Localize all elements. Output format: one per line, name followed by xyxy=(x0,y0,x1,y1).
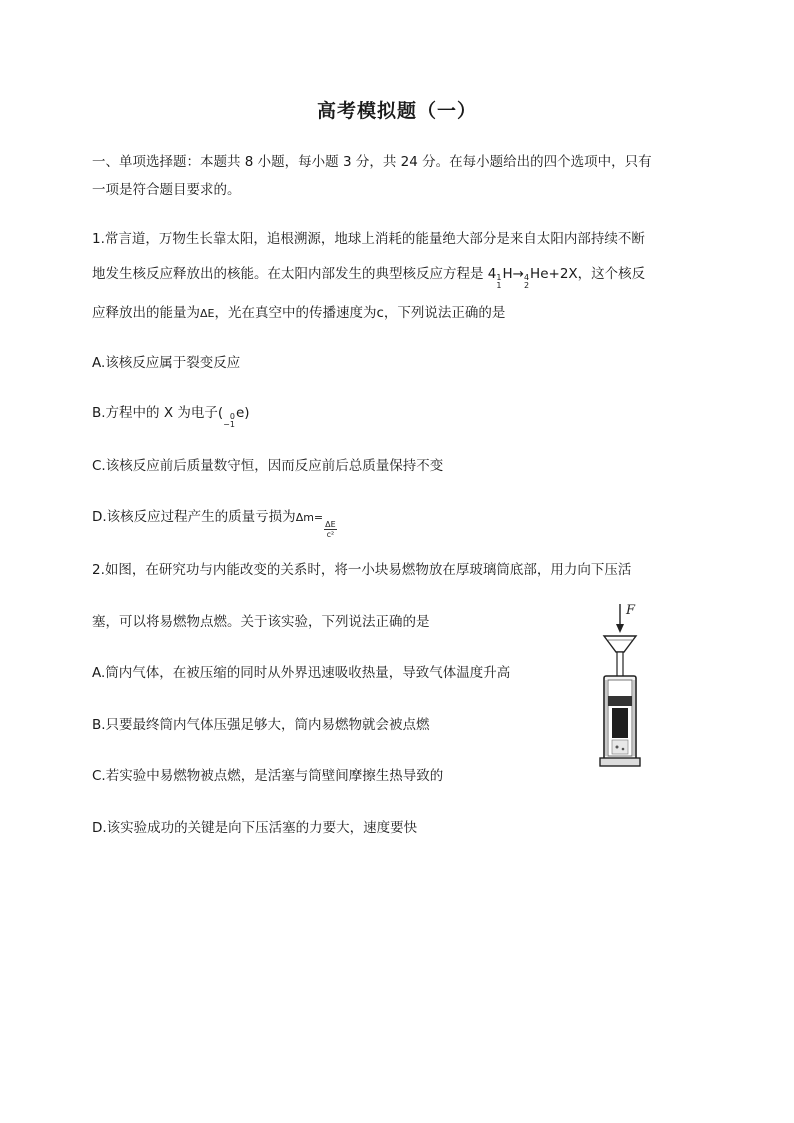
q1-stem-line-3-pre: 应释放出的能量为 xyxy=(92,305,200,321)
helium-mass-number: 4 xyxy=(523,273,530,282)
q2-option-d: D.该实验成功的关键是向下压活塞的力要大，速度要快 xyxy=(92,820,418,836)
q2-option-a: A.筒内气体，在被压缩的同时从外界迅速吸收热量，导致气体温度升高 xyxy=(92,665,511,681)
reaction-tail: +2X xyxy=(548,266,578,282)
q1-option-b xyxy=(92,401,250,429)
force-label: F xyxy=(626,603,636,618)
flammable-material xyxy=(612,740,628,754)
reaction-arrow: → xyxy=(512,266,524,282)
q2-stem-line-1: 2.如图，在研究功与内能改变的关系时，将一小块易燃物放在厚玻璃筒底部，用力向下压活 xyxy=(92,562,632,578)
q1-option-d xyxy=(92,505,337,539)
helium-symbol: He xyxy=(530,266,549,282)
q1-option-b-close: ) xyxy=(244,405,250,421)
hydrogen-symbol: H xyxy=(502,266,513,282)
piston-handle xyxy=(604,636,636,652)
mass-defect-symbol: Δm= xyxy=(295,511,324,524)
glass-cylinder-figure xyxy=(590,600,650,770)
q1-option-d-text: D.该核反应过程产生的质量亏损为 xyxy=(92,509,296,525)
fraction-numerator: ΔE xyxy=(325,520,336,529)
section-instruction-line-1: 一、单项选择题：本题共 8 小题，每小题 3 分，共 24 分。在每小题给出的四个选项中，只有 xyxy=(92,154,652,170)
q1-option-a: A.该核反应属于裂变反应 xyxy=(92,355,241,371)
energy-over-c-squared xyxy=(324,520,337,539)
q2-option-c: C.若实验中易燃物被点燃，是活塞与筒壁间摩擦生热导致的 xyxy=(92,768,444,784)
page-title: 高考模拟题（一） xyxy=(316,100,477,122)
hydrogen-mass-number: 1 xyxy=(496,273,502,282)
q1-stem-line-1: 1.常言道，万物生长靠太阳，追根溯源，地球上消耗的能量绝大部分是来自太阳内部持续不断 xyxy=(92,231,645,247)
hydrogen-nuclide xyxy=(496,266,512,290)
electron-nuclide xyxy=(223,405,244,429)
q1-stem-text: 地发生核反应释放出的核能。在太阳内部发生的典型核反应方程是 4 xyxy=(92,266,497,282)
compressed-gas-region xyxy=(612,708,628,738)
electron-symbol: e xyxy=(235,405,245,421)
electron-mass-number: 0 xyxy=(229,412,235,421)
helium-nuclide xyxy=(524,266,549,290)
q2-stem-line-2: 塞，可以将易燃物点燃。关于该实验，下列说法正确的是 xyxy=(92,614,430,630)
cylinder-base xyxy=(600,758,640,766)
q1-stem-line-3 xyxy=(92,301,505,321)
q1-stem-line-3-post: ，光在真空中的传播速度为c，下列说法正确的是 xyxy=(214,305,506,321)
hydrogen-charge-number: 1 xyxy=(496,281,502,290)
q1-option-c: C.该核反应前后质量数守恒，因而反应前后总质量保持不变 xyxy=(92,458,444,474)
q1-option-b-text: B.方程中的 X 为电子( xyxy=(92,405,224,421)
force-arrowhead xyxy=(616,624,624,633)
helium-charge-number: 2 xyxy=(523,281,530,290)
electron-charge-number: −1 xyxy=(223,420,235,429)
energy-symbol: ΔE xyxy=(200,307,215,320)
q1-stem-line-2 xyxy=(92,262,645,290)
q1-stem-text-post: ，这个核反 xyxy=(577,266,646,282)
section-instruction-line-2: 一项是符合题目要求的。 xyxy=(92,182,241,198)
fraction-denominator: c² xyxy=(326,530,335,539)
piston xyxy=(608,696,632,706)
q2-option-b: B.只要最终筒内气体压强足够大，筒内易燃物就会被点燃 xyxy=(92,717,430,733)
